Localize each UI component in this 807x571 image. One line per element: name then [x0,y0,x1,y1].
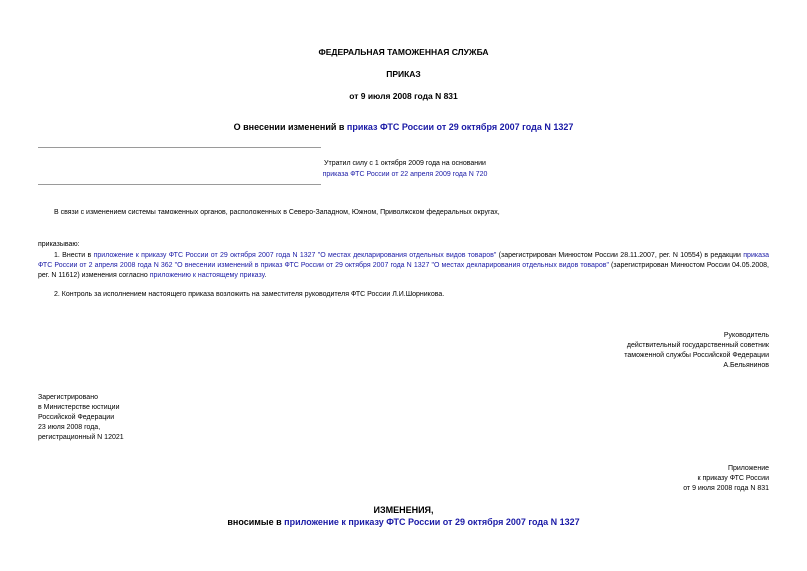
subject-link[interactable]: приказ ФТС России от 29 октября 2007 года N 1327 [346,122,574,132]
order-word: приказываю: [38,241,80,248]
separator-bottom [38,184,321,185]
registration-line-3: Российской Федерации [38,414,115,421]
registration-block [38,393,238,443]
agency-name: ФЕДЕРАЛЬНАЯ ТАМОЖЕННАЯ СЛУЖБА [318,47,489,57]
registration-line-1: Зарегистрировано [38,394,98,401]
appendix-reference [560,464,769,494]
item-1-text-c: (зарегистрирован Минюстом России 04.05.2008, рег. N 11612) изменения согласно [38,262,769,279]
document-date-number: от 9 июля 2008 года N 831 [349,91,458,101]
signature-title: Руководитель [723,332,769,339]
item-1-text-b: (зарегистрирован Минюстом России 28.11.2007, рег. N 10554) в редакции [496,252,744,259]
changes-title: ИЗМЕНЕНИЯ, [373,505,434,515]
item-1-link-appendix[interactable]: приложение к приказу ФТС России от 29 октября 2007 года N 1327 "О местах декларирования отдельных видов товаров" [93,252,497,259]
signature-name: А.Бельянинов [723,362,769,369]
status-note-line1: Утратил силу с 1 октября 2009 года на основании [324,160,486,167]
appendix-ref-line-2: к приказу ФТС России [697,475,769,482]
item-1 [38,251,769,281]
status-note-link[interactable]: приказа ФТС России от 22 апреля 2009 года N 720 [322,171,488,178]
preamble: В связи с изменением системы таможенных органов, расположенных в Северо-Западном, Южном, Приволжском федеральных округах, [54,209,500,216]
signature-block [480,331,769,371]
signature-rank-service: таможенной службы Российской Федерации [624,352,769,359]
subject-prefix: О внесении изменений в [233,122,347,132]
document-subject [0,122,807,133]
changes-subtitle-prefix: вносимые в [227,517,285,527]
item-1-text-d: . [264,272,267,279]
appendix-ref-line-3: от 9 июля 2008 года N 831 [683,485,769,492]
separator-top [38,147,321,148]
signature-rank: действительный государственный советник [626,342,769,349]
changes-subtitle-link[interactable]: приложение к приказу ФТС России от 29 октября 2007 года N 1327 [284,517,580,527]
registration-line-4: 23 июля 2008 года, [38,424,101,431]
document-type: ПРИКАЗ [386,69,421,79]
item-2: 2. Контроль за исполнением настоящего приказа возложить на заместителя руководителя ФТС России Л.И.Шорникова. [54,291,445,298]
appendix-ref-line-1: Приложение [727,465,769,472]
item-1-text-a: 1. Внести в [54,252,94,259]
status-note-link-wrap [300,170,510,179]
registration-line-2: в Министерстве юстиции [38,404,120,411]
item-1-link-this-appendix[interactable]: приложению к настоящему приказу [149,272,265,279]
registration-line-5: регистрационный N 12021 [38,434,124,441]
item-1-link-order-362[interactable]: приказа ФТС России от 2 апреля 2008 года N 362 "О внесении изменений в приказ ФТС России от 29 октября 2007 года N 1327 "О местах декларирования отдельных видов товаров" [38,252,769,269]
changes-subtitle [0,517,807,528]
